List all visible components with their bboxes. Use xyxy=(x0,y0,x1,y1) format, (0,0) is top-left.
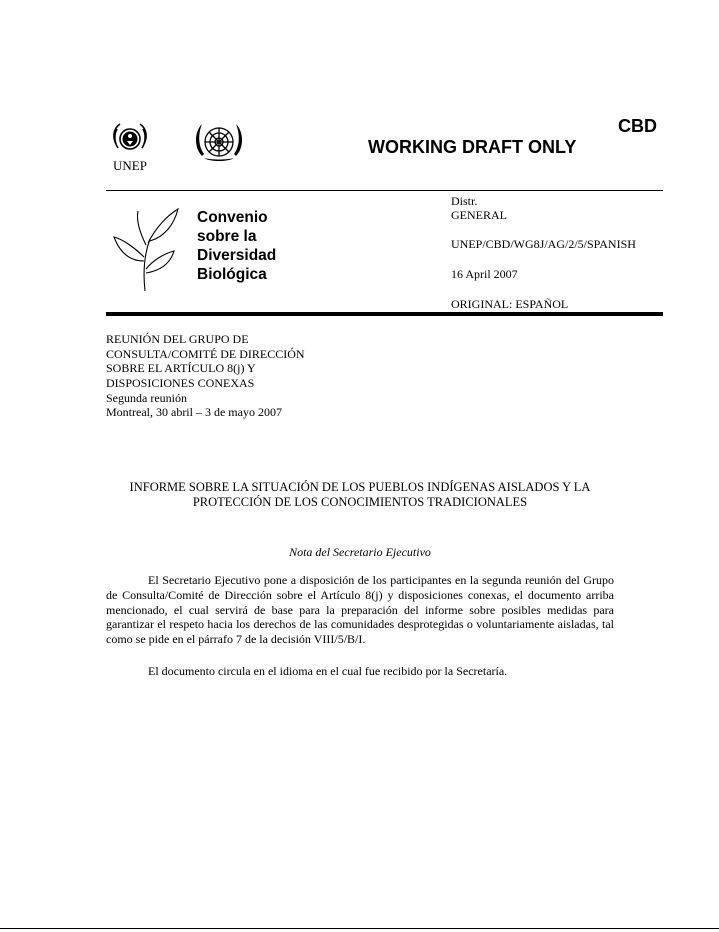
convention-title-line: Biológica xyxy=(197,266,267,283)
distr-label: Distr. xyxy=(451,194,478,208)
plant-icon xyxy=(112,203,182,293)
header-bottom-rule xyxy=(106,312,663,316)
body-paragraph: El Secretario Ejecutivo pone a disposición de los participantes en la segunda reunión del Grupo de Consulta/Comité de Dirección sobre el Artículo 8(j) y disposiciones conexas, el documento arriba mencionado, el cual servirá de base para la preparación del informe sobre posibles medidas para garantizar el respeto hacia los derechos de las comunidades desprotegidas o voluntariamente aisladas, tal como se pide en el párrafo 7 de la decisión VIII/5/B/I. xyxy=(106,573,614,647)
un-logo xyxy=(192,120,246,166)
document-date: 16 April 2007 xyxy=(451,267,518,281)
unep-label: UNEP xyxy=(113,158,147,173)
document-symbol: UNEP/CBD/WG8J/AG/2/5/SPANISH xyxy=(451,237,636,251)
meeting-line: Segunda reunión xyxy=(106,391,187,405)
body-paragraph: El documento circula en el idioma en el cual fue recibido por la Secretaría. xyxy=(148,664,508,678)
distr-value: GENERAL xyxy=(451,208,507,222)
original-language: ORIGINAL: ESPAÑOL xyxy=(451,297,569,311)
header-rule xyxy=(106,190,663,191)
meeting-line: Montreal, 30 abril – 3 de mayo 2007 xyxy=(106,405,282,419)
convention-title-line: Convenio xyxy=(197,209,268,226)
meeting-line: SOBRE EL ARTÍCULO 8(j) Y xyxy=(106,361,256,375)
un-emblem-icon xyxy=(192,120,246,166)
cbd-label: CBD xyxy=(618,116,657,136)
report-title-line: INFORME SOBRE LA SITUACIÓN DE LOS PUEBLOS INDÍGENAS AISLADOS Y LA xyxy=(129,480,591,494)
working-draft-label: WORKING DRAFT ONLY xyxy=(368,137,577,157)
unep-logo xyxy=(108,120,152,174)
meeting-line: REUNIÓN DEL GRUPO DE xyxy=(106,332,249,346)
unep-emblem-icon xyxy=(108,120,152,158)
convention-title-line: sobre la xyxy=(197,228,257,245)
report-title-line: PROTECCIÓN DE LOS CONOCIMIENTOS TRADICIONALES xyxy=(192,495,528,509)
convention-title-line: Diversidad xyxy=(197,247,277,264)
report-title xyxy=(106,480,614,510)
cbd-plant-logo xyxy=(112,203,182,293)
note-heading: Nota del Secretario Ejecutivo xyxy=(289,545,431,559)
meeting-line: DISPOSICIONES CONEXAS xyxy=(106,376,255,390)
page-bottom-edge xyxy=(0,928,719,929)
meeting-line: CONSULTA/COMITÉ DE DIRECCIÓN xyxy=(106,347,305,361)
